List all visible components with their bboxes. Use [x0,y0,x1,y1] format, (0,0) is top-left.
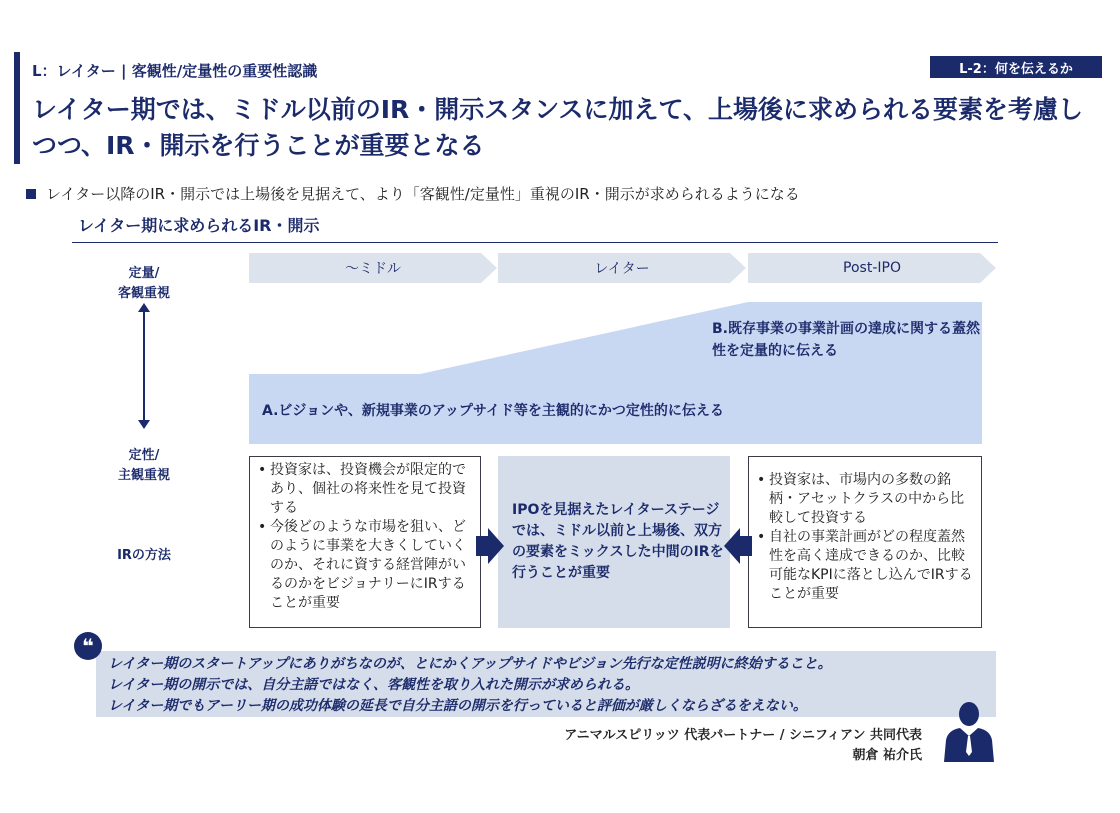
middle-card [498,456,730,628]
middle-card-text: IPOを見据えたレイターステージでは、ミドル以前と上場後、双方の要素をミックスした中間のIRを行うことが重要 [512,502,724,581]
quote-icon: ❝ [74,632,102,660]
quote-line-3: レイター期でもアーリー期の成功体験の延長で自分主語の開示を行っていると評価が厳しくならざるをえない。 [108,698,807,714]
axis-bottom-line1: 定性/ [128,448,160,463]
left-card-item: • 今後どのような市場を狙い、どのように事業を大きくしていくのか、それに資する経営陣がいるのかをビジョナリーにIRすることが重要 [258,518,472,613]
summary-text: レイター以降のIR・開示では上場後を見据えて、より「客観性/定量性」重視のIR・開示が求められるようになる [46,185,800,203]
left-card [249,456,481,628]
band-text-a: A.ビジョンや、新規事業のアップサイド等を主観的にかつ定性的に伝える [262,403,724,419]
quote-text [108,654,832,717]
arrow-right-icon [476,528,504,564]
right-card-item: • 自社の事業計画がどの程度蓋然性を高く達成できるのか、比較可能なKPIに落とし込んでIRすることが重要 [757,528,973,604]
section-tag: L-2：何を伝えるか [930,56,1102,78]
stage-label-3: Post-IPO [843,260,901,276]
right-card [748,456,982,628]
person-icon [940,700,998,762]
stage-label-1: ～ミドル [345,261,401,277]
section-title: レイター期に求められるIR・開示 [78,216,320,235]
axis-bottom-line2: 主観重視 [117,468,170,483]
ir-method-label: IRの方法 [117,548,171,563]
quote-line-2: レイター期の開示では、自分主語ではなく、客観性を取り入れた開示が求められる。 [108,677,640,693]
attribution-role: アニマルスピリッツ 代表パートナー / シニフィアン 共同代表 [564,728,922,743]
right-card-item: • 投資家は、市場内の多数の銘柄・アセットクラスの中から比較して投資する [757,471,973,528]
stage-label-2: レイター [594,261,650,277]
band-text-b: B.既存事業の事業計画の達成に関する蓋然性を定量的に伝える [712,321,980,359]
slide-title: レイター期では、ミドル以前のIR・開示スタンスに加えて、上場後に求められる要素を考慮しつつ、IR・開示を行うことが重要となる [32,95,1084,160]
left-card-item: • 投資家は、投資機会が限定的であり、個社の将来性を見て投資する [258,461,472,518]
axis-top-line1: 定量/ [128,266,160,281]
quote-line-1: レイター期のスタートアップにありがちなのが、とにかくアップサイドやビジョン先行な定性説明に終始すること。 [108,656,832,672]
arrow-left-icon [724,528,752,564]
slide-subtitle: L：レイター | 客観性/定量性の重要性認識 [32,62,318,80]
axis-top-line2: 客観重視 [117,286,170,301]
attribution-name: 朝倉 祐介氏 [852,748,922,763]
